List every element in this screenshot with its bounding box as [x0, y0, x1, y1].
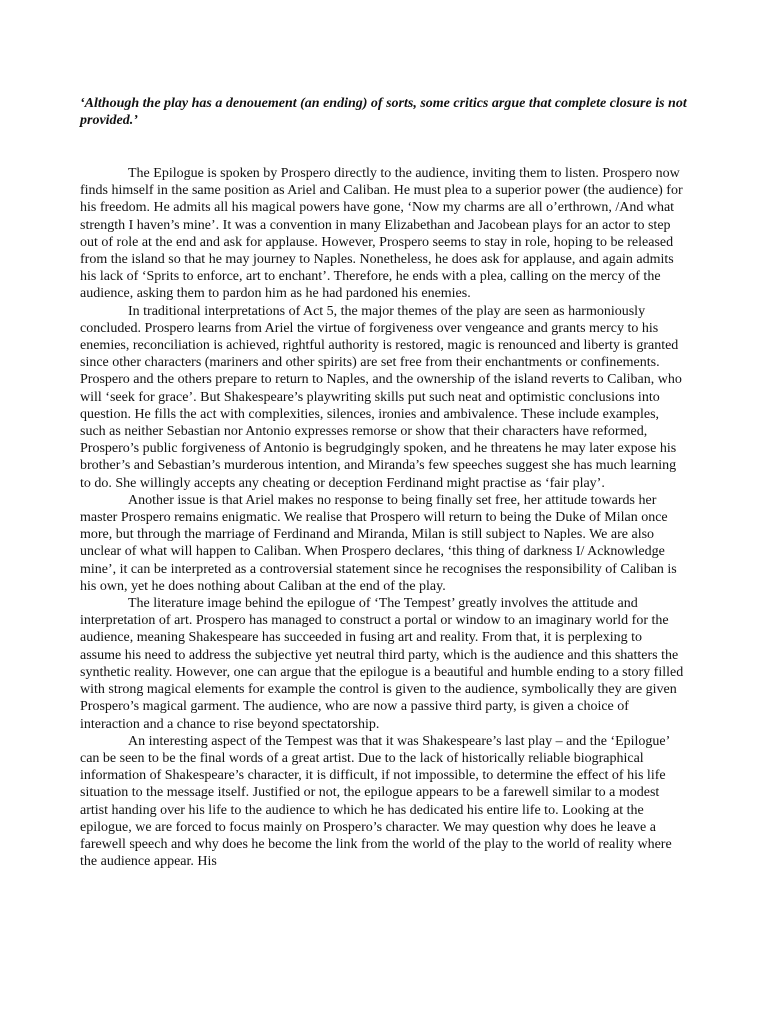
- paragraph-art-reality: The literature image behind the epilogue of ‘The Tempest’ greatly involves the attitude and interpretation of art. Prospero has managed to construct a portal or window to an imaginary world for the audience, meaning Shakespeare has succeeded in fusing art and reality. From that, it is perplexing to assume his need to address the subjective yet neutral third party, which is the audience and this shatters the synthetic reality. However, one can argue that the epilogue is a beautiful and humble ending to a story filled with strong magical elements for example the control is given to the audience, symbolically they are given Prospero’s magical garment. The audience, who are now a passive third party, is given a choice of interaction and a chance to rise beyond spectatorship.: [80, 596, 684, 732]
- essay-body: [80, 165, 685, 870]
- paragraph-ariel-caliban: Another issue is that Ariel makes no response to being finally set free, her attitude towards her master Prospero remains enigmatic. We realise that Prospero will return to being the Duke of Milan once more, but through the marriage of Ferdinand and Miranda, Milan is still subject to Naples. We are also unclear of what will happen to Caliban. When Prospero declares, ‘this thing of darkness I/ Acknowledge mine’, it can be interpreted as a controversial statement since he recognises the responsibility of Caliban is his own, yet he does nothing about Caliban at the end of the play.: [80, 492, 677, 594]
- paragraph-last-play: An interesting aspect of the Tempest was that it was Shakespeare’s last play – and the ‘Epilogue’ can be seen to be the final words of a great artist. Due to the lack of historically reliable biographical information of Shakespeare’s character, it is difficult, if not impossible, to determine the effect of his life situation to the message itself. Justified or not, the epilogue appears to be a farewell similar to a modest artist handing over his life to the audience to which he has dedicated his entire life to. Looking at the epilogue, we are forced to focus mainly on Prospero’s character. We may question why does he leave a farewell speech and why does he become the link from the world of the play to the world of reality where the audience appear. His: [80, 733, 672, 870]
- paragraph-epilogue: The Epilogue is spoken by Prospero directly to the audience, inviting them to listen. Prospero now finds himself in the same position as Ariel and Caliban. He must plea to a superior power (the audience) for his freedom. He admits all his magical powers have gone, ‘Now my charms are all o’erthrown, /And what strength I haven’s mine’. It was a convention in many Elizabethan and Jacobean plays for an actor to step out of role at the end and ask for applause. However, Prospero seems to stay in role, hoping to be released from the island so that he may journey to Naples. Nonetheless, he does ask for applause, and again admits his lack of ‘Sprits to enforce, art to enchant’. Therefore, he ends with a plea, calling on the mercy of the audience, asking them to pardon him as he had pardoned his enemies.: [80, 166, 683, 302]
- paragraph-act-five: In traditional interpretations of Act 5, the major themes of the play are seen as harmoniously concluded. Prospero learns from Ariel the virtue of forgiveness over vengeance and grants mercy to his enemies, reconciliation is achieved, rightful authority is restored, magic is renounced and liberty is granted since other characters (mariners and other spirits) are set free from their enchantments or confinements. Prospero and the others prepare to return to Naples, and the ownership of the island reverts to Caliban, who will ‘seek for grace’. But Shakespeare’s playwriting skills put such neat and optimistic conclusions into question. He fills the act with complexities, silences, ironies and ambivalence. These include examples, such as neither Sebastian nor Antonio expresses remorse or show that their characters have reformed, Prospero’s public forgiveness of Antonio is begrudgingly spoken, and he threatens he may later expose his brother’s and Sebastian’s murderous intention, and Miranda’s few speeches suggest she has much learning to do. She willingly accepts any cheating or deception Ferdinand might practise as ‘fair play’.: [80, 303, 682, 491]
- essay-question: ‘Although the play has a denouement (an ending) of sorts, some critics argue that complete closure is not provided.’: [80, 96, 687, 128]
